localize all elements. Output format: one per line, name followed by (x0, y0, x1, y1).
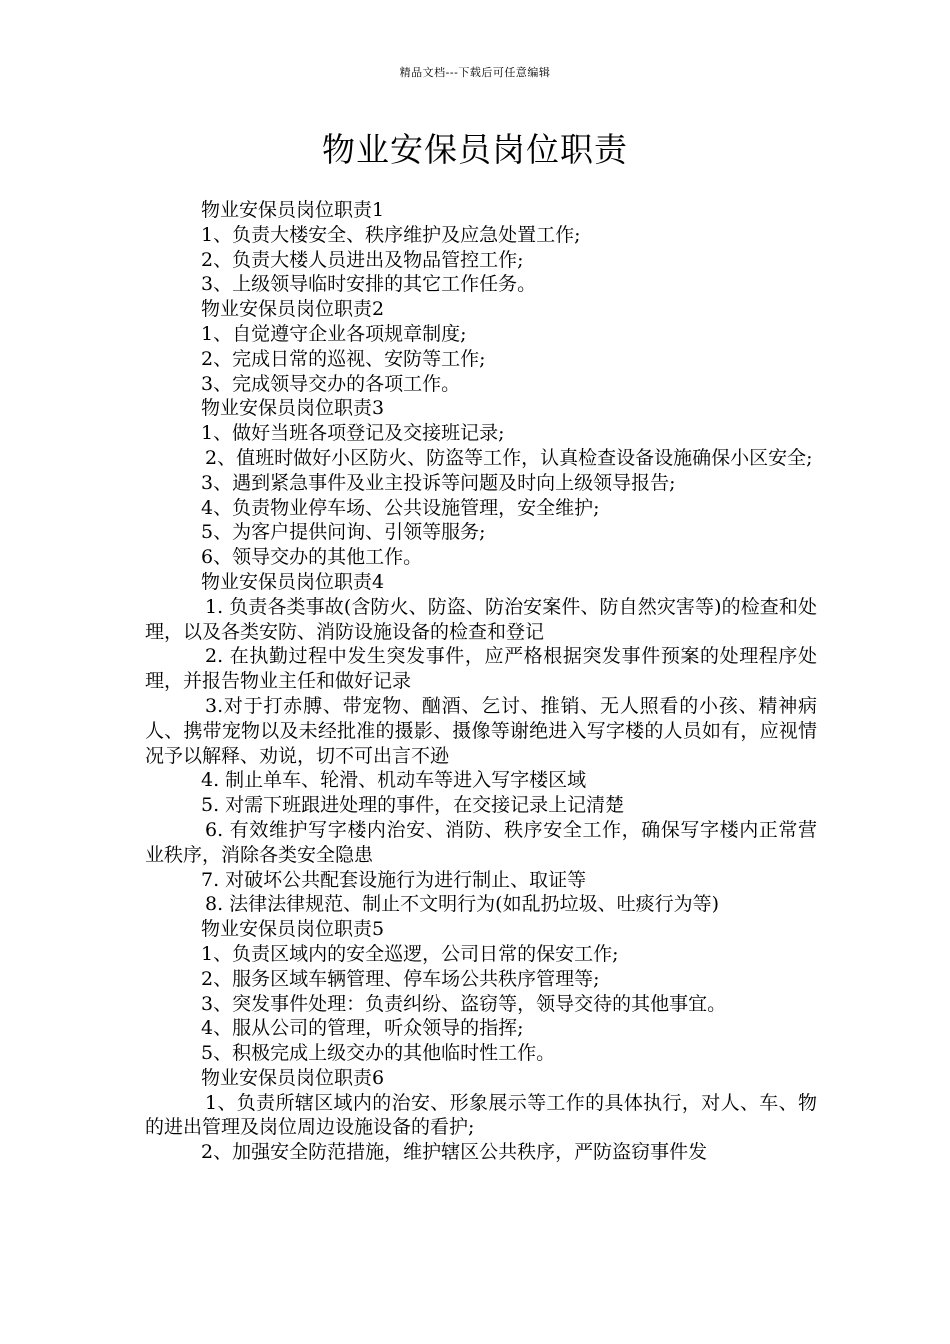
list-item: 2、加强安全防范措施，维护辖区公共秩序，严防盗窃事件发 (201, 1141, 708, 1164)
page-title: 物业安保员岗位职责 (322, 130, 628, 169)
list-item: 5、积极完成上级交办的其他临时性工作。 (201, 1042, 556, 1065)
list-item: 1、负责所辖区域内的治安、形象展示等工作的具体执行，对人、车、物的进出管理及岗位周边设施设备的看护; (145, 1091, 817, 1139)
section-heading-4: 物业安保员岗位职责4 (201, 570, 385, 593)
list-item: 7. 对破坏公共配套设施行为进行制止、取证等 (201, 868, 587, 891)
list-item: 3、突发事件处理：负责纠纷、盗窃等，领导交待的其他事宜。 (201, 992, 727, 1015)
header-note: 精品文档---下载后可任意编辑 (399, 66, 551, 79)
section-heading-6: 物业安保员岗位职责6 (201, 1066, 385, 1089)
list-item: 1、负责大楼安全、秩序维护及应急处置工作; (201, 223, 581, 246)
section-heading-3: 物业安保员岗位职责3 (201, 397, 385, 420)
list-item: 3、上级领导临时安排的其它工作任务。 (201, 273, 537, 296)
document-body (145, 198, 817, 1165)
list-item: 1. 负责各类事故(含防火、防盗、防治安案件、防自然灾害等)的检查和处理，以及各类安防、消防设施设备的检查和登记 (145, 595, 817, 643)
section-heading-5: 物业安保员岗位职责5 (201, 918, 385, 941)
list-item: 5. 对需下班跟进处理的事件，在交接记录上记清楚 (201, 794, 625, 817)
list-item: 4、服从公司的管理，听众领导的指挥; (201, 1017, 524, 1040)
list-item: 3、遇到紧急事件及业主投诉等问题及时向上级领导报告; (201, 471, 676, 494)
list-item: 4. 制止单车、轮滑、机动车等进入写字楼区域 (201, 769, 587, 792)
list-item: 2、负责大楼人员进出及物品管控工作; (201, 248, 524, 271)
list-item: 8. 法律法律规范、制止不文明行为(如乱扔垃圾、吐痰行为等) (205, 893, 719, 916)
list-item: 6、领导交办的其他工作。 (201, 546, 423, 569)
section-heading-1: 物业安保员岗位职责1 (201, 199, 385, 221)
list-item: 1、做好当班各项登记及交接班记录; (201, 422, 505, 445)
list-item: 5、为客户提供问询、引领等服务; (201, 521, 486, 544)
list-item: 4、负责物业停车场、公共设施管理，安全维护; (201, 496, 600, 519)
list-item: 1、自觉遵守企业各项规章制度; (201, 322, 467, 345)
section-heading-2: 物业安保员岗位职责2 (201, 298, 385, 321)
list-item: 3.对于打赤膊、带宠物、酗酒、乞讨、推销、无人照看的小孩、精神病人、携带宠物以及未经批准的摄影、摄像等谢绝进入写字楼的人员如有，应视情况予以解释、劝说，切不可出言不逊 (145, 694, 817, 767)
list-item: 6. 有效维护写字楼内治安、消防、秩序安全工作，确保写字楼内正常营业秩序，消除各类安全隐患 (145, 818, 817, 866)
list-item: 2、服务区域车辆管理、停车场公共秩序管理等; (201, 967, 600, 990)
list-item: 2. 在执勤过程中发生突发事件，应严格根据突发事件预案的处理程序处理，并报告物业主任和做好记录 (145, 645, 817, 693)
list-item: 2、值班时做好小区防火、防盗等工作，认真检查设备设施确保小区安全; (205, 446, 813, 469)
list-item: 3、完成领导交办的各项工作。 (201, 372, 461, 395)
list-item: 1、负责区域内的安全巡逻，公司日常的保安工作; (201, 942, 619, 965)
list-item: 2、完成日常的巡视、安防等工作; (201, 347, 486, 370)
